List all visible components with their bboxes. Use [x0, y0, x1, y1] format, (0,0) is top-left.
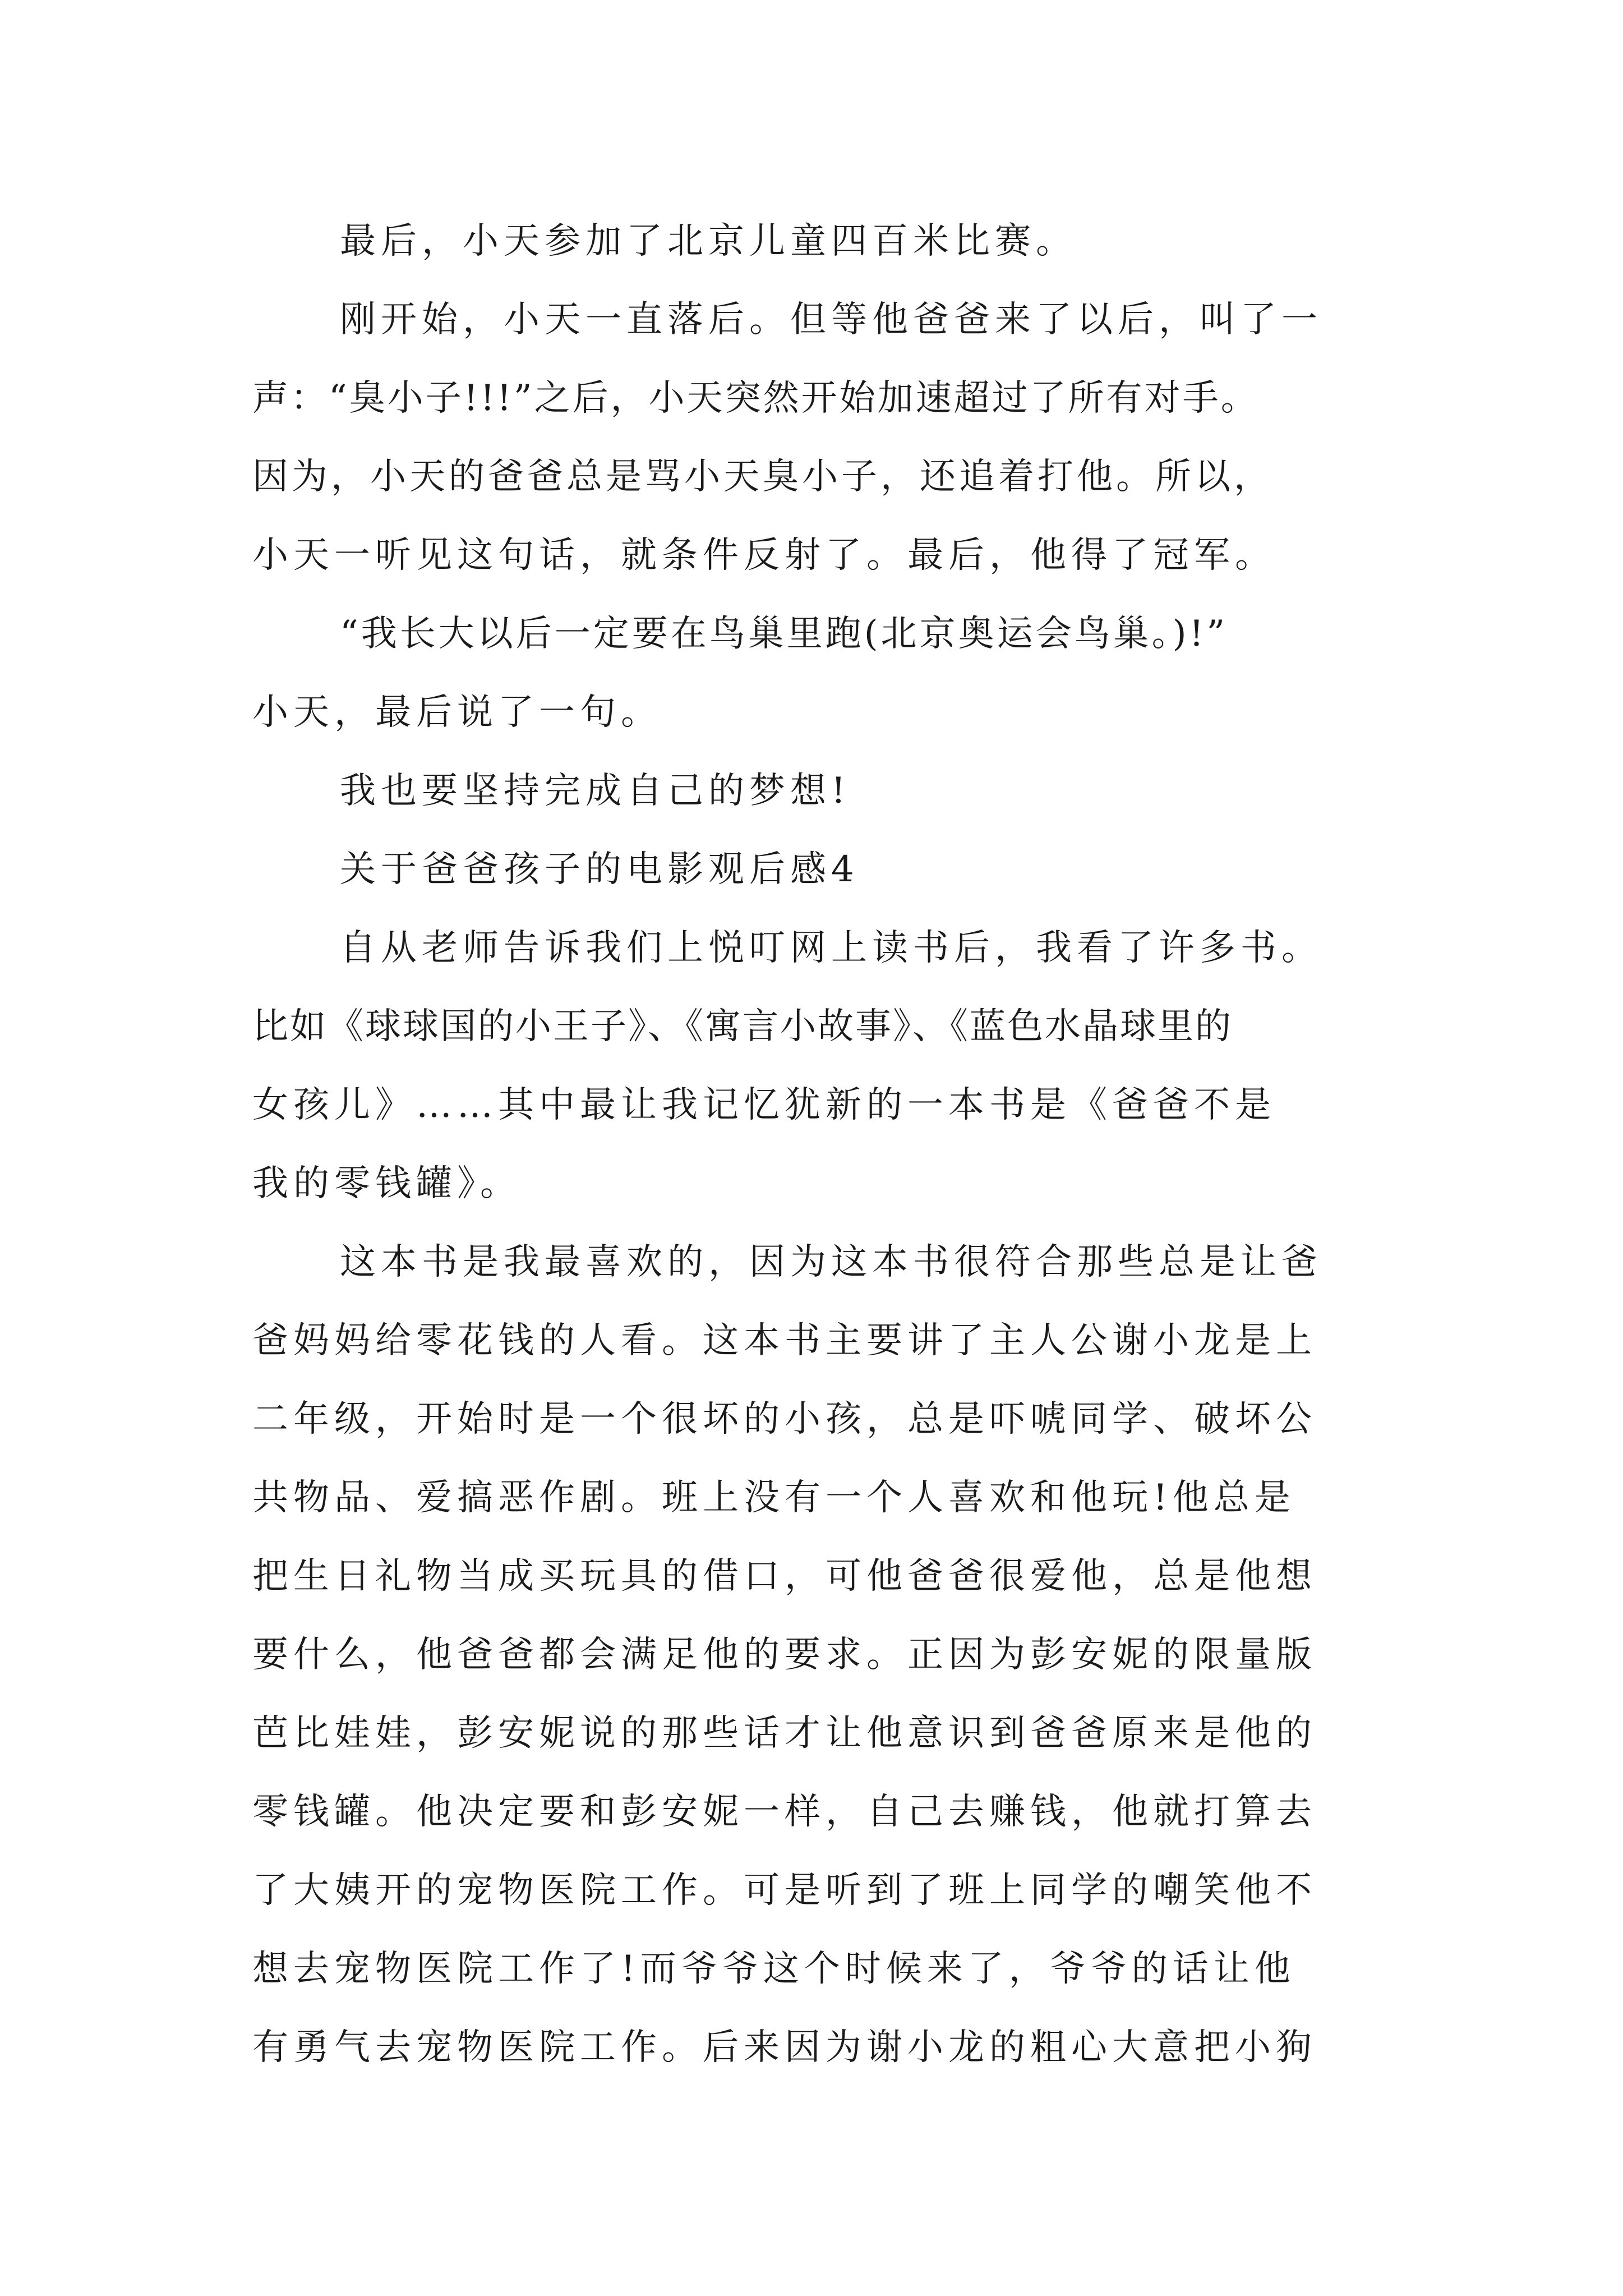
text-line-17: 共物品、爱搞恶作剧。班上没有一个人喜欢和他玩!他总是 [252, 1477, 1295, 1519]
text-line-19: 要什么，他爸爸都会满足他的要求。正因为彭安妮的限量版 [252, 1634, 1317, 1676]
text-line-10: 自从老师告诉我们上悦叮网上读书后，我看了许多书。 [340, 927, 1322, 969]
text-line-24: 有勇气去宠物医院工作。后来因为谢小龙的粗心大意把小狗 [252, 2027, 1317, 2068]
text-line-7: 小天，最后说了一句。 [252, 692, 662, 733]
text-line-15: 爸妈妈给零花钱的人看。这本书主要讲了主人公谢小龙是上 [252, 1320, 1317, 1361]
text-line-4: 因为，小天的爸爸总是骂小天臭小子，还追着打他。所以， [252, 456, 1273, 498]
text-line-5: 小天一听见这句话，就条件反射了。最后，他得了冠军。 [252, 535, 1276, 576]
text-line-23: 想去宠物医院工作了!而爷爷这个时候来了，爷爷的话让他 [252, 1948, 1295, 1990]
text-line-1: 最后，小天参加了北京儿童四百米比赛。 [340, 220, 1077, 262]
text-line-2: 刚开始，小天一直落后。但等他爸爸来了以后，叫了一 [340, 299, 1322, 341]
text-line-16: 二年级，开始时是一个很坏的小孩，总是吓唬同学、破坏公 [252, 1398, 1317, 1440]
text-line-8: 我也要坚持完成自己的梦想! [340, 770, 851, 812]
text-line-6: “我长大以后一定要在鸟巢里跑(北京奥运会鸟巢。)!” [340, 613, 1228, 655]
text-line-11: 比如《球球国的小王子》、《寓言小故事》、《蓝色水晶球里的 [252, 1006, 1233, 1047]
section-heading: 关于爸爸孩子的电影观后感4 [340, 849, 859, 890]
text-line-18: 把生日礼物当成买玩具的借口，可他爸爸很爱他，总是他想 [252, 1556, 1317, 1597]
text-line-13: 我的零钱罐》。 [252, 1163, 521, 1204]
text-line-14: 这本书是我最喜欢的，因为这本书很符合那些总是让爸 [340, 1241, 1322, 1283]
text-line-12: 女孩儿》……其中最让我记忆犹新的一本书是《爸爸不是 [252, 1084, 1276, 1126]
text-line-3: 声：“臭小子!!!”之后，小天突然开始加速超过了所有对手。 [252, 378, 1259, 419]
text-line-20: 芭比娃娃，彭安妮说的那些话才让他意识到爸爸原来是他的 [252, 1713, 1317, 1754]
text-line-21: 零钱罐。他决定要和彭安妮一样，自己去赚钱，他就打算去 [252, 1791, 1317, 1833]
text-line-22: 了大姨开的宠物医院工作。可是听到了班上同学的嘲笑他不 [252, 1870, 1317, 1911]
